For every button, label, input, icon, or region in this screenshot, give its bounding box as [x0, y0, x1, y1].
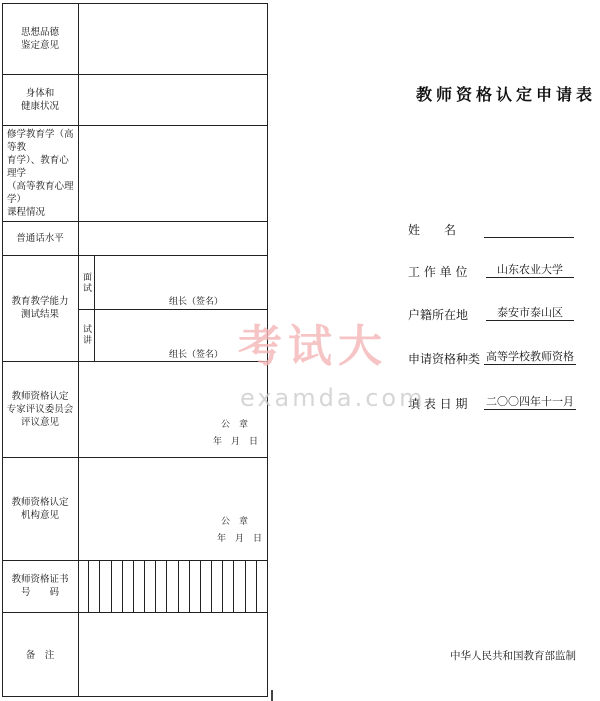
hukou-value[interactable]: 泰安市泰山区 [486, 306, 574, 321]
qualification-type-value[interactable]: 高等学校教师资格 [486, 350, 574, 363]
watermark-url: examda.com [240, 384, 426, 412]
work-unit-value[interactable]: 山东农业大学 [486, 263, 574, 278]
sub-label-interview: 面试 [81, 272, 91, 294]
qualification-type-label: 申请资格种类 [408, 352, 481, 366]
label-remarks: 备 注 [25, 649, 55, 661]
work-unit-label: 工 作 单 位 [408, 265, 468, 279]
form-title: 教师资格认定申请表 [416, 85, 597, 104]
leader-signature-interview: 组长（签名） [169, 297, 224, 307]
date-certifying-body: 年 月 日 [217, 534, 263, 544]
label-certifying-body: 教师资格认定 机构意见 [11, 496, 69, 521]
name-label: 姓 名 [408, 223, 457, 237]
label-mandarin-level: 普通话水平 [16, 232, 64, 244]
watermark-chinese: 考试大 [238, 321, 388, 372]
footer-issuer: 中华人民共和国教育部监制 [450, 650, 576, 662]
seal-certifying-body: 公 章 [221, 517, 249, 527]
label-moral-appraisal: 思想品德 鉴定意见 [20, 27, 59, 51]
application-form-table [2, 3, 268, 697]
certificate-number-cells [78, 560, 267, 612]
fill-date-label: 填 表 日 期 [408, 397, 468, 411]
label-certificate-number: 教师资格证书 号 码 [11, 574, 69, 598]
page-edge-mark [271, 690, 273, 701]
fill-date-value[interactable]: 二〇〇四年十一月 [486, 395, 574, 408]
label-teaching-ability: 教育教学能力 测试结果 [11, 296, 69, 320]
hukou-label: 户籍所在地 [408, 308, 469, 322]
date-committee: 年 月 日 [213, 437, 259, 447]
label-expert-committee: 教师资格认定 专家评议委员会 评议意见 [6, 390, 74, 428]
name-field[interactable] [484, 223, 574, 238]
label-pedagogy-courses: 修学教育学（高等教 育学）、教育心理学 （高等教育心理学） 课程情况 [7, 128, 74, 218]
label-health-status: 身体和 健康状况 [20, 87, 59, 112]
seal-committee: 公 章 [221, 420, 249, 430]
leader-signature-trial: 组长（签名） [169, 350, 224, 360]
sub-label-trial-lecture: 试讲 [81, 324, 91, 346]
